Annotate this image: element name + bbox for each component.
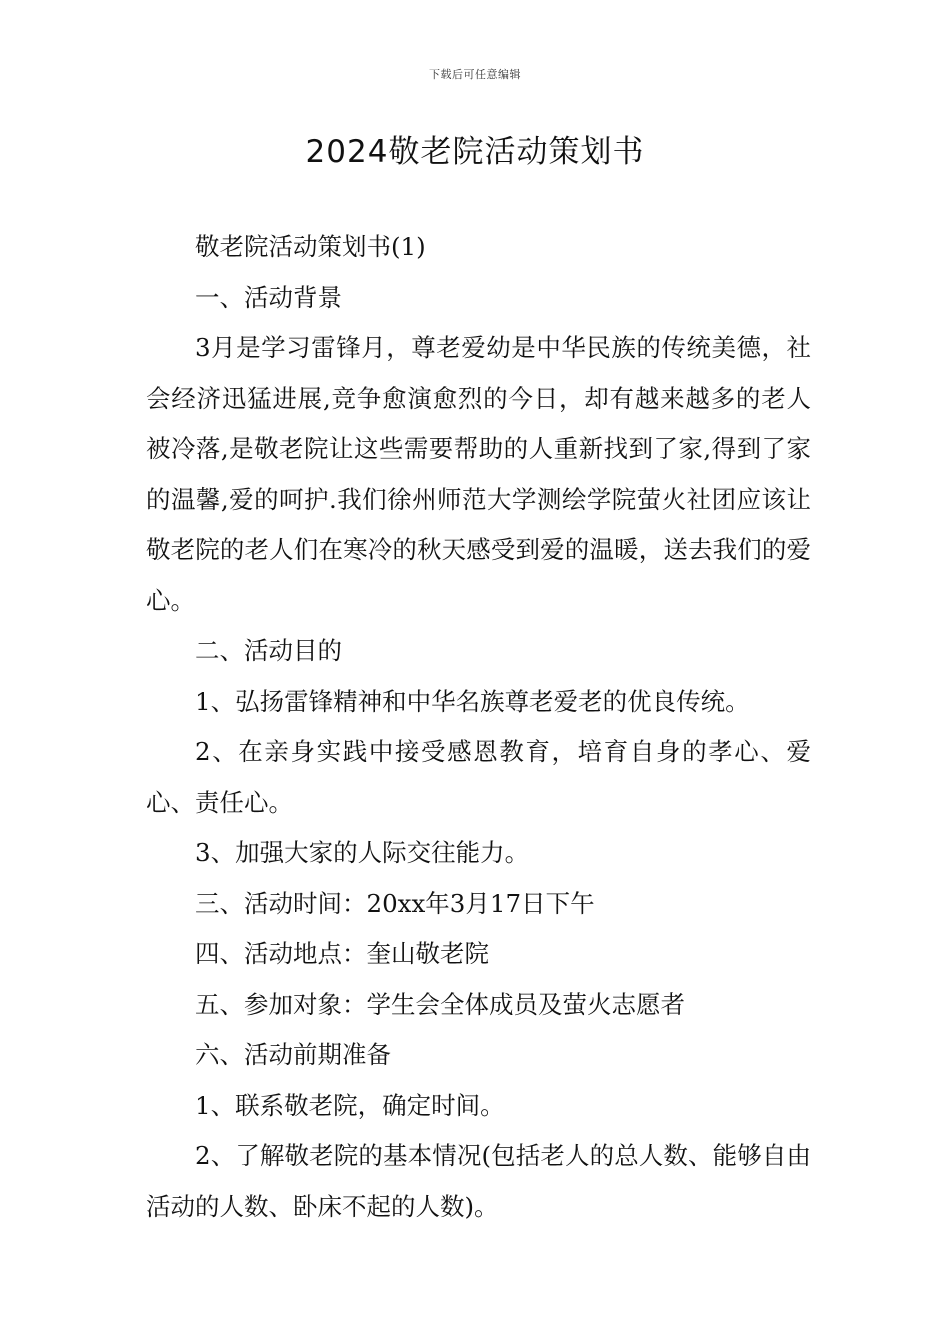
document-title: 2024敬老院活动策划书 [305, 134, 645, 170]
document-body [146, 222, 811, 1232]
section-heading-purpose: 二、活动目的 [195, 636, 342, 665]
preparation-item-2: 2、了解敬老院的基本情况(包括老人的总人数、能够自由活动的人数、卧床不起的人数)。 [146, 1141, 811, 1221]
purpose-item-3: 3、加强大家的人际交往能力。 [195, 838, 530, 867]
preparation-item-1: 1、联系敬老院，确定时间。 [195, 1090, 505, 1120]
section-activity-time: 三、活动时间：20xx年3月17日下午 [195, 888, 595, 918]
purpose-item-1: 1、弘扬雷锋精神和中华名族尊老爱老的优良传统。 [195, 686, 750, 716]
paragraph-subtitle: 敬老院活动策划书(1) [195, 232, 426, 261]
section-heading-preparation: 六、活动前期准备 [195, 1040, 391, 1069]
section-heading-background: 一、活动背景 [195, 282, 342, 312]
purpose-item-2: 2、在亲身实践中接受感恩教育，培育自身的孝心、爱心、责任心。 [146, 737, 811, 817]
paragraph-background: 3月是学习雷锋月，尊老爱幼是中华民族的传统美德，社会经济迅猛进展,竞争愈演愈烈的今日，却有越来越多的老人被冷落,是敬老院让这些需要帮助的人重新找到了家,得到了家的温馨,爱的呵护.我们徐州师范大学测绘学院萤火社团应该让敬老院的老人们在寒冷的秋天感受到爱的温暖，送去我们的爱心。 [146, 333, 811, 615]
section-participants: 五、参加对象：学生会全体成员及萤火志愿者 [195, 989, 685, 1019]
section-activity-location: 四、活动地点：奎山敬老院 [195, 939, 489, 968]
header-note: 下载后可任意编辑 [429, 68, 521, 81]
